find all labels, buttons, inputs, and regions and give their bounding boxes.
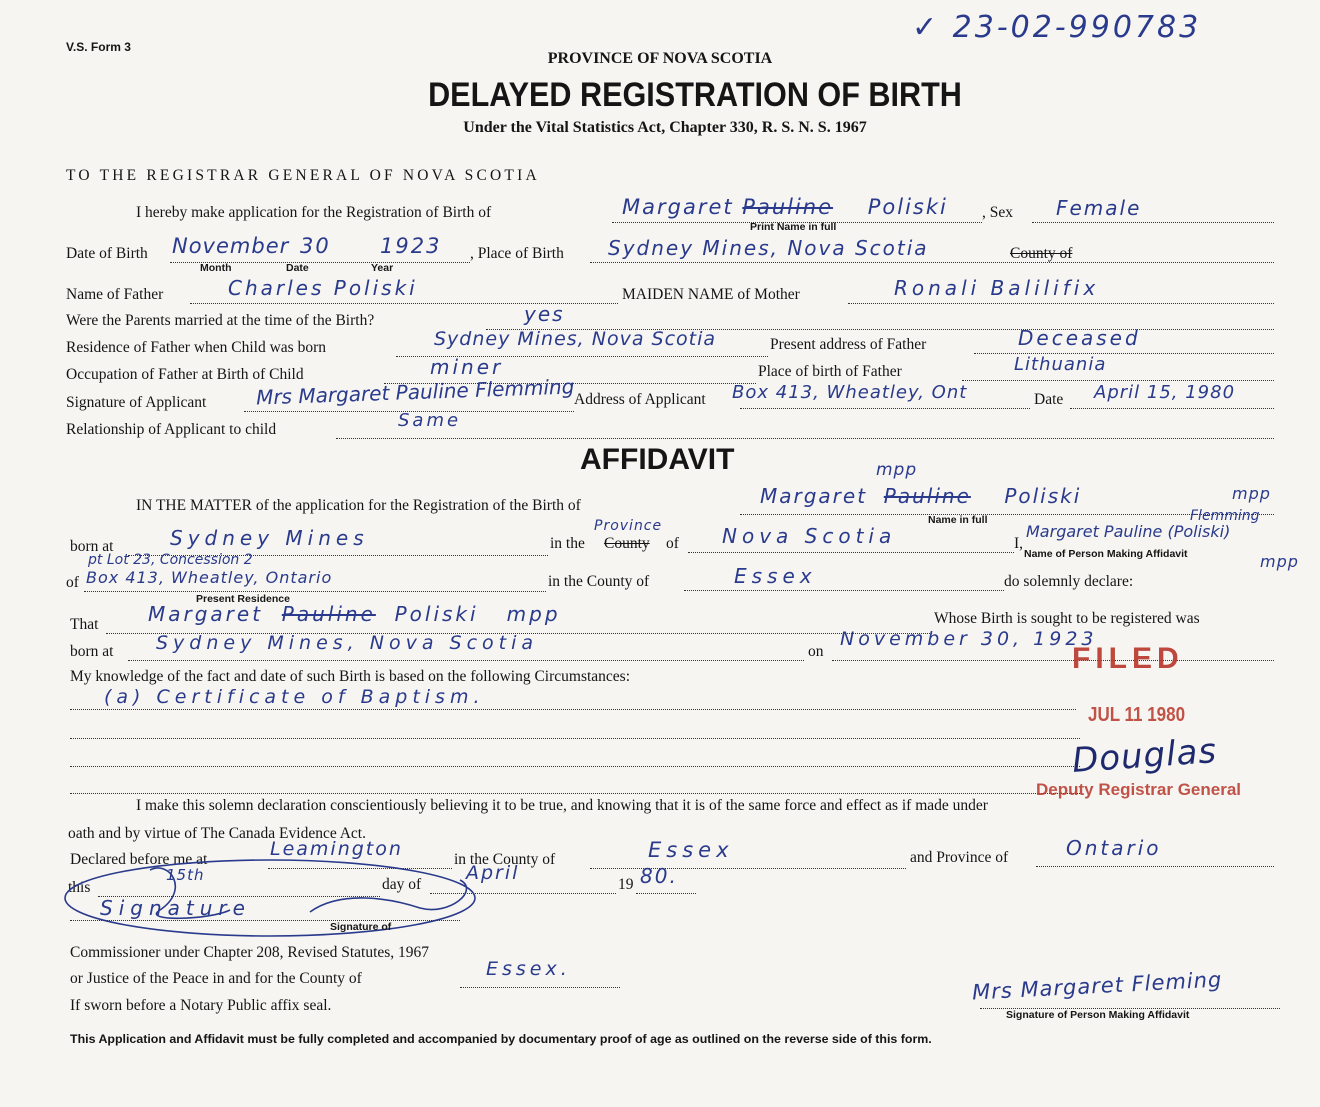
county-of-label: County of [1010,245,1073,262]
that-name-field[interactable] [148,602,561,626]
born-at-2-label: born at [70,643,114,660]
that-first-name: Margaret [148,602,264,626]
applicant-signature[interactable]: Mrs Margaret Pauline Flemming [255,374,575,410]
registrar-title-stamp: Deputy Registrar General [1036,780,1242,799]
print-name-caption: Print Name in full [750,221,837,233]
month-field[interactable]: April [466,862,520,884]
year-prefix: 19 [618,876,634,893]
affiant-caption: Name of Person Making Affidavit [1024,548,1188,560]
initials-mark-affiant: mpp [1260,552,1299,571]
relationship-field[interactable]: Same [398,410,462,431]
born-at-field[interactable]: Sydney Mines [170,526,369,550]
born-on-field[interactable]: November 30, 1923 [840,628,1098,650]
affidavit-heading: AFFIDAVIT [580,443,735,476]
application-date-field[interactable]: April 15, 1980 [1094,382,1236,403]
married-label: Were the Parents married at the time of the Birth? [66,312,375,329]
date-label: Date [1034,391,1064,408]
and-province-label: and Province of [910,849,1009,866]
affidavit-struck-name: Pauline [883,484,971,508]
whose-birth-label: Whose Birth is sought to be registered was [934,610,1200,627]
relationship-label: Relationship of Applicant to child [66,421,277,438]
filed-date-stamp: JUL 11 1980 [1088,704,1186,726]
page-title: DELAYED REGISTRATION OF BIRTH [428,76,962,114]
knowledge-label: My knowledge of the fact and date of such Birth is based on the following Circumstances: [70,668,631,685]
name-in-full-caption: Name in full [928,514,988,526]
county-struck-label: County [604,535,650,552]
on-label: on [808,643,824,660]
that-initials: mpp [506,602,561,626]
this-label: this [68,879,91,896]
in-the-label: in the [550,535,585,552]
dob-day-field[interactable]: 30 [300,234,331,258]
in-county-2-label: in the County of [454,851,556,868]
mother-name-field[interactable]: Ronali Balilifix [894,276,1100,300]
declared-county-field[interactable]: Essex [648,838,734,862]
child-first-name: Margaret [622,195,734,219]
in-county-label: in the County of [548,573,650,590]
filed-stamp: FILED [1072,642,1184,675]
application-intro: I hereby make application for the Registration of Birth of [136,204,492,221]
applicant-signature-label: Signature of Applicant [66,394,207,411]
child-struck-name: Pauline [742,195,834,219]
pob-field[interactable]: Sydney Mines, Nova Scotia [608,236,929,260]
affiant-signature[interactable]: Mrs Margaret Fleming [971,967,1223,1005]
married-field[interactable]: yes [524,302,565,326]
occupation-field[interactable]: miner [430,355,504,379]
declared-province-field[interactable]: Ontario [1066,836,1162,860]
father-label: Name of Father [66,286,164,303]
present-address-field[interactable]: Deceased [1018,326,1141,350]
affiant-signature-caption: Signature of Person Making Affidavit [1006,1009,1190,1021]
declaration-paragraph: I make this solemn declaration conscientiously believing it to be true, and knowing that it is of the same force and effect as if made under [136,797,988,814]
that-label: That [70,616,99,633]
registrar-signature: Douglas [1070,730,1219,782]
month-caption: Month [200,262,232,274]
occupation-label: Occupation of Father at Birth of Child [66,366,304,383]
father-name-field[interactable]: Charles Poliski [228,276,418,300]
signature-of-caption: Signature of [330,921,392,933]
that-struck-name: Pauline [281,602,376,626]
county-field[interactable]: Essex [734,564,817,588]
province-correction: Province [594,518,663,534]
declared-at-field[interactable]: Leamington [270,838,403,860]
day-of-label: day of [382,876,422,893]
sex-field[interactable]: Female [1056,196,1142,220]
sex-label: , Sex [982,204,1013,221]
year-caption: Year [371,262,394,274]
present-address-label: Present address of Father [770,336,927,353]
residence-line-2[interactable]: Box 413, Wheatley, Ontario [86,568,333,587]
date-caption: Date [286,262,309,274]
father-pob-label: Place of birth of Father [758,363,902,380]
day-field[interactable]: 15th [166,866,205,884]
declaration-paragraph-2: oath and by virtue of The Canada Evidence Act. [68,825,366,842]
that-last-name: Poliski [394,602,479,626]
affidavit-last-name: Poliski [1004,484,1082,508]
father-pob-field[interactable]: Lithuania [1014,354,1107,375]
affiant-name-field[interactable]: Margaret Pauline (Poliski) [1026,522,1231,541]
dob-label: Date of Birth [66,245,148,262]
residence-field[interactable]: Sydney Mines, Nova Scotia [434,328,717,350]
dob-month-field[interactable]: November [172,234,290,258]
of-residence-label: of [66,574,79,591]
justice-county-field[interactable]: Essex. [486,958,571,980]
born-at-label: born at [70,538,114,555]
province-header: PROVINCE OF NOVA SCOTIA [547,50,773,67]
born-at-2-field[interactable]: Sydney Mines, Nova Scotia [156,632,539,654]
affiant-name-added: Flemming [1190,508,1260,524]
affidavit-child-name[interactable] [760,484,1081,508]
to-registrar-line: TO THE REGISTRAR GENERAL OF NOVA SCOTIA [66,167,540,184]
applicant-address-field[interactable]: Box 413, Wheatley, Ont [732,382,968,403]
province-field[interactable]: Nova Scotia [722,524,897,548]
applicant-address-label: Address of Applicant [574,391,706,408]
present-residence-caption: Present Residence [196,593,290,605]
notary-label: If sworn before a Notary Public affix seal. [70,997,332,1014]
residence-line-1[interactable]: pt Lot 23, Concession 2 [88,552,253,568]
matter-label: IN THE MATTER of the application for the Registration of the Birth of [136,497,581,514]
initials-mark-right: mpp [1232,484,1271,503]
justice-label: or Justice of the Peace in and for the County of [70,970,362,987]
footer-note: This Application and Affidavit must be fully completed and accompanied by documentary proof of age as outlined on the reverse side of this form. [70,1032,932,1046]
declared-before-label: Declared before me at [70,851,208,868]
affidavit-first-name: Margaret [760,484,868,508]
declare-label: do solemnly declare: [1004,573,1134,590]
page-subtitle: Under the Vital Statistics Act, Chapter 330, R. S. N. S. 1967 [463,119,867,136]
handwritten-reference: ✓ 23-02-990783 [912,10,1202,45]
i-label: I, [1014,535,1024,552]
form-number: V.S. Form 3 [66,40,131,54]
residence-label: Residence of Father when Child was born [66,339,326,356]
circumstance-field[interactable]: (a) Certificate of Baptism. [104,686,485,708]
mother-label: MAIDEN NAME of Mother [622,286,800,303]
of-label: of [666,535,679,552]
year-field[interactable]: 80. [640,864,678,888]
child-last-name: Poliski [867,195,948,219]
commissioner-label: Commissioner under Chapter 208, Revised Statutes, 1967 [70,944,430,961]
initials-mark-top: mpp [876,460,918,480]
child-name-field[interactable] [622,195,948,219]
pob-label: , Place of Birth [470,245,564,262]
dob-year-field[interactable]: 1923 [380,234,442,258]
commissioner-signature[interactable]: Signature [100,896,251,920]
